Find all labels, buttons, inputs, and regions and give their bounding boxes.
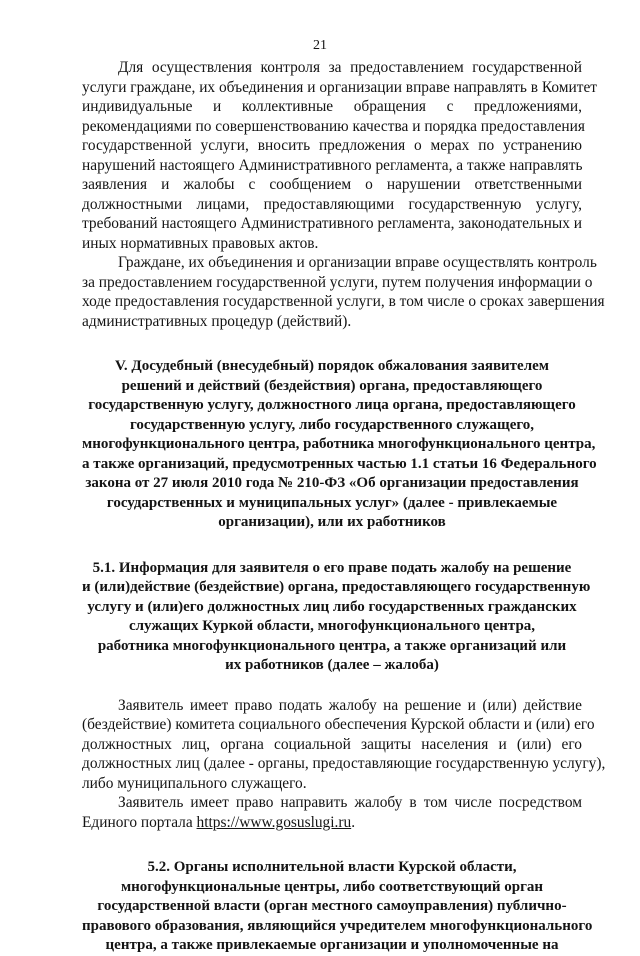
portal-prefix: Единого портала <box>82 813 197 831</box>
paragraph-citizens-control <box>82 253 605 331</box>
gosuslugi-link[interactable]: https://www.gosuslugi.ru <box>196 813 352 831</box>
text-line: рекомендациями по совершенствованию качества и порядка предоставления <box>82 117 585 135</box>
section-5-2-heading <box>82 858 593 956</box>
paragraph-control-rights <box>82 58 597 253</box>
heading-line: а также организаций, предусмотренных частью 1.1 статьи 16 Федерального <box>82 455 597 472</box>
section-5-1-heading <box>82 559 591 676</box>
heading-line: 5.2. Органы исполнительной власти Курской области, <box>147 859 517 875</box>
text-line: либо муниципального служащего. <box>82 774 307 792</box>
text-line: услуги граждане, их объединения и организации вправе направлять в Комитет <box>82 78 597 96</box>
heading-line: решений и действий (бездействия) органа, предоставляющего <box>121 377 543 394</box>
heading-line: служащих Куркой области, многофункционального центра, <box>128 618 536 634</box>
heading-line: центра, а также привлекаемые организации и уполномоченные на <box>105 937 559 953</box>
text-line: ходе предоставления государственной услуги, в том числе о сроках завершения <box>82 293 605 310</box>
text-line <box>82 813 582 833</box>
paragraph-portal <box>82 793 582 832</box>
heading-line: их работников (далее – жалоба) <box>225 657 439 673</box>
heading-line: 5.1. Информация для заявителя о его праве подать жалобу на решение <box>92 559 572 576</box>
page-number: 21 <box>313 38 327 53</box>
heading-line: услугу и (или)его должностных лиц либо государственных гражданских <box>87 598 577 615</box>
text-line: Заявитель имеет право подать жалобу на решение и (или) действие <box>118 696 582 714</box>
heading-line: работника многофункционального центра, а также организаций или <box>97 637 567 654</box>
portal-suffix: . <box>351 813 356 831</box>
heading-line: многофункционального центра, работника многофункционального центра, <box>82 436 596 452</box>
heading-line: организации), или их работников <box>218 514 446 530</box>
paragraph-complaint-right <box>82 696 606 794</box>
text-line: (бездействие) комитета социального обеспечения Курской области и (или) его <box>82 716 595 733</box>
text-line: индивидуальные и коллективные обращения с предложениями, <box>82 98 582 115</box>
heading-line: государственную услугу, либо государственного служащего, <box>129 416 535 433</box>
heading-line: государственных и муниципальных услуг» (далее - привлекаемые <box>106 494 558 511</box>
heading-line: V. Досудебный (внесудебный) порядок обжалования заявителем <box>114 358 550 374</box>
heading-line: и (или)действие (бездействие) органа, предоставляющего государственную <box>82 579 591 595</box>
text-line: Для осуществления контроля за предоставлением государственной <box>118 59 582 76</box>
heading-line: закона от 27 июля 2010 года № 210-ФЗ «Об организации предоставления <box>85 475 579 491</box>
text-line: должностных лиц (далее - органы, предоставляющие государственную услугу), <box>82 755 606 772</box>
text-line: Заявитель имеет право направить жалобу в том числе посредством <box>118 794 582 811</box>
document-body <box>82 58 606 956</box>
heading-line: государственную услугу, должностного лица органа, предоставляющего <box>88 397 576 413</box>
heading-line: государственной власти (орган местного самоуправления) публично- <box>97 898 567 914</box>
text-line: нарушений настоящего Административного регламента, а также направлять <box>82 156 583 174</box>
text-line: заявления и жалобы с сообщением о нарушении ответственными <box>82 176 582 193</box>
text-line: Граждане, их объединения и организации вправе осуществлять контроль <box>118 254 597 271</box>
text-line: должностных лиц, органа социальной защиты населения и (или) его <box>82 735 582 753</box>
section-5-heading <box>82 357 597 533</box>
heading-line: многофункциональные центры, либо соответствующий орган <box>120 878 544 895</box>
text-line: требований настоящего Административного регламента, законодательных и <box>82 215 582 232</box>
text-line: государственной услуги, вносить предложения о мерах по устранению <box>82 137 582 154</box>
text-line: должностными лицами, предоставляющими государственную услугу, <box>82 195 582 213</box>
text-line: иных нормативных правовых актов. <box>82 234 319 252</box>
text-line: за предоставлением государственной услуги, путем получения информации о <box>82 273 593 291</box>
heading-line: правового образования, являющийся учредителем многофункционального <box>82 917 593 934</box>
text-line: административных процедур (действий). <box>82 312 352 330</box>
